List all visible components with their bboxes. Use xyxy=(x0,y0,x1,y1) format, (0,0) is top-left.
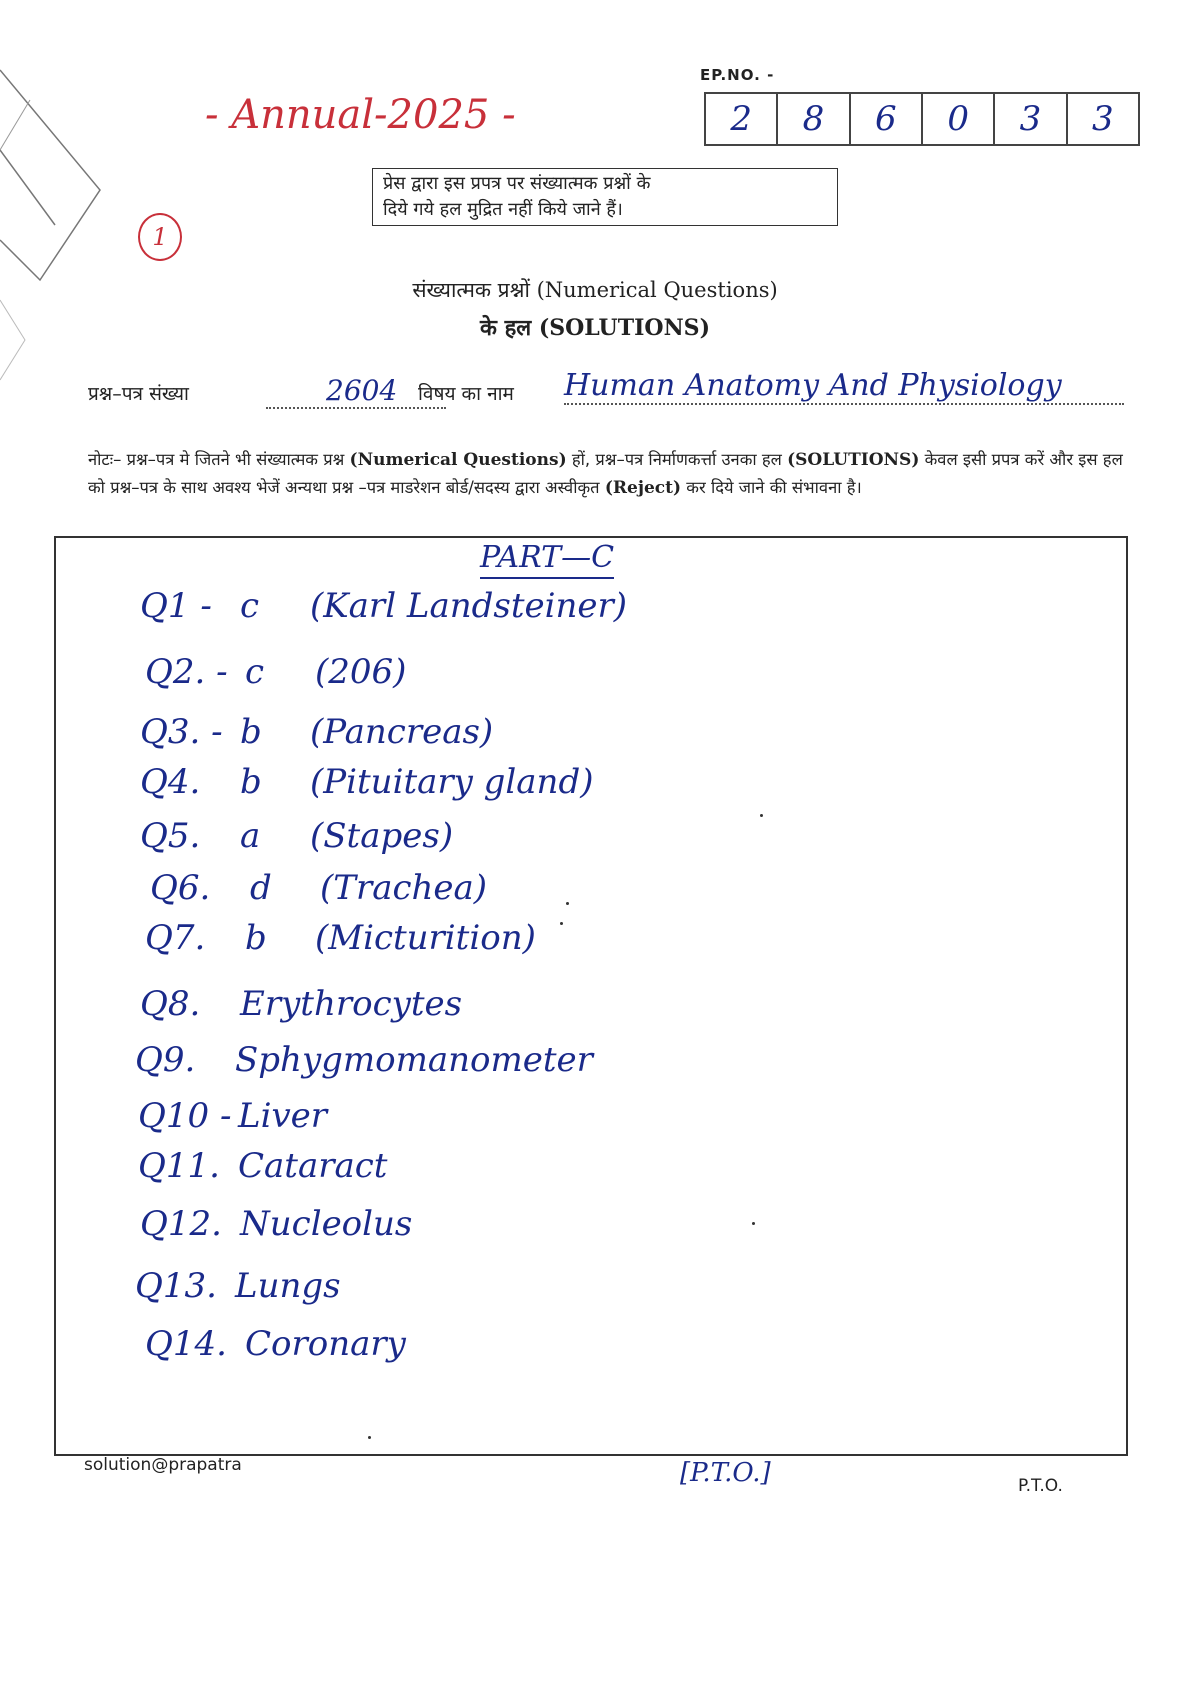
answer-text: (Pancreas) xyxy=(310,712,494,752)
press-notice-box xyxy=(372,168,838,226)
note-text: हों, प्रश्न–पत्र निर्माणकर्त्ता उनका हल xyxy=(566,450,788,469)
note-text: कर दिये जाने की संभावना है। xyxy=(681,478,862,497)
note-bold: (Numerical Questions) xyxy=(349,450,567,470)
paper-info-row xyxy=(88,368,1128,414)
note-text: नोटः– प्रश्न–पत्र मे जितने भी संख्यात्मक प्रश्न xyxy=(88,450,350,469)
question-number: Q11. xyxy=(138,1146,220,1186)
pen-dot xyxy=(368,1436,371,1439)
answer-item xyxy=(145,1324,406,1364)
question-number: Q6. xyxy=(150,868,211,908)
note-bold: (SOLUTIONS) xyxy=(787,450,920,470)
heading-numerical-questions: संख्यात्मक प्रश्नों (Numerical Questions) xyxy=(412,278,778,302)
question-number: Q3. - xyxy=(140,712,223,752)
question-number: Q4. xyxy=(140,762,201,802)
answer-item xyxy=(138,1096,327,1136)
subject-label: विषय का नाम xyxy=(418,383,514,405)
part-title: PART—C xyxy=(480,540,614,579)
answer-item xyxy=(145,652,406,692)
ep-no-boxes xyxy=(704,92,1140,146)
answer-item xyxy=(140,816,453,856)
ep-digit: 0 xyxy=(923,94,995,144)
footer-pto: P.T.O. xyxy=(1018,1476,1063,1496)
paper-no-value: 2604 xyxy=(266,374,446,409)
question-number: Q9. xyxy=(135,1040,196,1080)
ep-digit: 2 xyxy=(706,94,778,144)
answer-item xyxy=(135,1040,593,1080)
press-notice-line: दिये गये हल मुद्रित नहीं किये जाने हैं। xyxy=(383,199,623,220)
answer-text: (Micturition) xyxy=(315,918,536,958)
circled-page-number: 1 xyxy=(138,213,182,261)
answer-option: d xyxy=(250,868,272,908)
answer-text: Cataract xyxy=(238,1146,388,1186)
answer-text: Sphygmomanometer xyxy=(235,1040,593,1080)
question-number: Q8. xyxy=(140,984,201,1024)
question-number: Q5. xyxy=(140,816,201,856)
answer-item xyxy=(140,762,594,802)
answer-text: Lungs xyxy=(235,1266,341,1306)
question-number: Q14. xyxy=(145,1324,227,1364)
answer-item xyxy=(150,868,487,908)
answer-option: a xyxy=(240,816,261,856)
answer-item xyxy=(138,1146,387,1186)
answer-text: (Pituitary gland) xyxy=(310,762,594,802)
pen-dot xyxy=(566,902,569,905)
answer-text: (Trachea) xyxy=(320,868,488,908)
answer-item xyxy=(140,712,493,752)
question-number: Q10 - xyxy=(138,1096,232,1136)
answer-item xyxy=(135,1266,341,1306)
answer-text: (206) xyxy=(315,652,407,692)
answer-text: Liver xyxy=(238,1096,328,1136)
answer-option: c xyxy=(240,586,260,626)
heading-solutions: के हल (SOLUTIONS) xyxy=(480,315,710,341)
question-number: Q1 - xyxy=(140,586,212,626)
footer-handwritten-pto: [P.T.O.] xyxy=(680,1458,771,1488)
ep-digit: 3 xyxy=(995,94,1067,144)
question-number: Q2. - xyxy=(145,652,228,692)
answer-text: Coronary xyxy=(245,1324,406,1364)
instruction-note xyxy=(88,446,1128,502)
answer-item xyxy=(140,1204,412,1244)
annual-note: - Annual-2025 - xyxy=(205,92,516,138)
answer-item xyxy=(140,586,627,626)
ep-no-label: EP.NO. - xyxy=(700,66,775,84)
pen-dot xyxy=(760,814,763,817)
answer-text: (Stapes) xyxy=(310,816,454,856)
answer-option: b xyxy=(240,712,262,752)
answer-text: Erythrocytes xyxy=(240,984,463,1024)
ep-digit: 8 xyxy=(778,94,850,144)
note-bold: (Reject) xyxy=(604,478,682,498)
question-number: Q12. xyxy=(140,1204,222,1244)
pen-dot xyxy=(752,1222,755,1225)
press-notice-line: प्रेस द्वारा इस प्रपत्र पर संख्यात्मक प्रश्नों के xyxy=(383,173,651,194)
ep-digit: 6 xyxy=(851,94,923,144)
pen-dot xyxy=(560,922,563,925)
answer-text: (Karl Landsteiner) xyxy=(310,586,628,626)
note-text: केवल इसी प्रपत्र करें और इस हल को प्रश्न–पत्र के साथ अवश्य भेजें अन्यथा प्रश्न –पत्र माडरेशन बोर्ड/सदस्य द्वारा अस्वीकृत xyxy=(88,450,1123,497)
paper-no-label: प्रश्न–पत्र संख्या xyxy=(88,383,189,405)
answer-option: b xyxy=(245,918,267,958)
answer-item xyxy=(145,918,536,958)
ep-digit: 3 xyxy=(1091,99,1114,139)
question-number: Q7. xyxy=(145,918,206,958)
question-number: Q13. xyxy=(135,1266,217,1306)
corner-scribble xyxy=(0,40,120,400)
footer-email: solution@prapatra xyxy=(84,1455,242,1475)
answer-option: c xyxy=(245,652,265,692)
answer-item xyxy=(140,984,462,1024)
subject-value: Human Anatomy And Physiology xyxy=(564,368,1124,405)
answer-option: b xyxy=(240,762,262,802)
answer-text: Nucleolus xyxy=(240,1204,413,1244)
